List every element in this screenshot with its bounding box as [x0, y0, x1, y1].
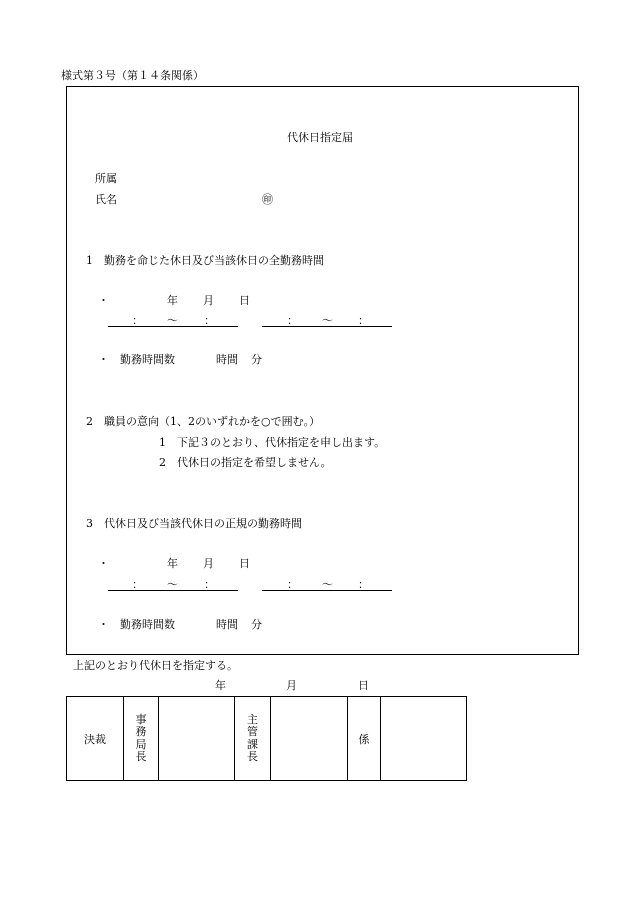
approval-table — [66, 696, 467, 781]
secretary-general-stamp-cell[interactable] — [159, 697, 235, 781]
footer-day-label: 日 — [358, 679, 369, 692]
section1-date-bullet: ・ — [98, 294, 109, 307]
section1-minutes-unit: 分 — [251, 353, 262, 366]
section3-heading: 3 代休日及び当該代休日の正規の勤務時間 — [86, 517, 302, 530]
section1-time-colon-2: ： — [204, 314, 215, 327]
section3-hours-bullet: ・ — [98, 618, 109, 631]
form-title: 代休日指定届 — [287, 131, 353, 144]
section1-hours-label: 勤務時間数 — [120, 353, 175, 366]
section3-year-label: 年 — [167, 557, 178, 570]
section1-time-colon-1: ： — [132, 314, 143, 327]
section3-minutes-unit: 分 — [251, 618, 262, 631]
decision-label-cell — [67, 697, 124, 781]
section-chief-label: 主 管 課 長 — [247, 713, 258, 763]
section3-month-label: 月 — [203, 557, 214, 570]
section3-day-label: 日 — [239, 557, 250, 570]
form-number-label: 様式第３号（第１４条関係） — [61, 69, 204, 82]
decision-label: 決裁 — [84, 732, 106, 746]
section1-time-tilde-1: 〜 — [167, 314, 178, 327]
staff-label-cell — [348, 697, 381, 781]
section-chief-stamp-cell[interactable] — [271, 697, 348, 781]
secretary-general-label: 事 務 局 長 — [135, 713, 147, 763]
section3-time-colon-4: ： — [358, 578, 369, 591]
staff-stamp-cell[interactable] — [381, 697, 467, 781]
name-label: 氏名 — [95, 193, 117, 206]
section2-option-2: 2 代休日の指定を希望しません。 — [159, 456, 332, 469]
affiliation-label: 所属 — [95, 172, 117, 185]
section1-day-label: 日 — [239, 294, 250, 307]
section1-month-label: 月 — [203, 294, 214, 307]
secretary-general-label-cell — [124, 697, 159, 781]
section3-time-tilde-1: 〜 — [167, 578, 178, 591]
section3-time-underline-1 — [108, 590, 238, 591]
section1-time-colon-3: ： — [287, 314, 298, 327]
section-chief-label-cell — [235, 697, 271, 781]
section1-time-tilde-2: 〜 — [322, 314, 333, 327]
section3-hours-label: 勤務時間数 — [120, 618, 175, 631]
section1-hours-unit: 時間 — [216, 353, 238, 366]
section1-hours-bullet: ・ — [98, 353, 109, 366]
section1-heading: 1 勤務を命じた休日及び当該休日の全勤務時間 — [86, 254, 324, 267]
staff-label: 係 — [358, 732, 370, 746]
section3-time-colon-1: ： — [132, 578, 143, 591]
section2-heading: 2 職員の意向（1、2のいずれかを○で囲む。） — [86, 415, 321, 428]
section3-time-colon-3: ： — [287, 578, 298, 591]
footer-statement: 上記のとおり代休日を指定する。 — [73, 659, 238, 672]
section3-time-underline-2 — [262, 590, 392, 591]
section3-hours-unit: 時間 — [216, 618, 238, 631]
section1-time-colon-4: ： — [358, 314, 369, 327]
section3-time-tilde-2: 〜 — [322, 578, 333, 591]
section3-date-bullet: ・ — [98, 557, 109, 570]
form-body-box — [66, 86, 579, 655]
section3-time-colon-2: ： — [204, 578, 215, 591]
section1-time-underline-1 — [108, 326, 238, 327]
footer-year-label: 年 — [215, 679, 226, 692]
section2-option-1: 1 下記３のとおり、代休指定を申し出ます。 — [159, 436, 386, 449]
seal-mark: ㊞ — [262, 193, 273, 206]
section1-time-underline-2 — [262, 326, 392, 327]
section1-year-label: 年 — [167, 294, 178, 307]
footer-month-label: 月 — [286, 679, 297, 692]
